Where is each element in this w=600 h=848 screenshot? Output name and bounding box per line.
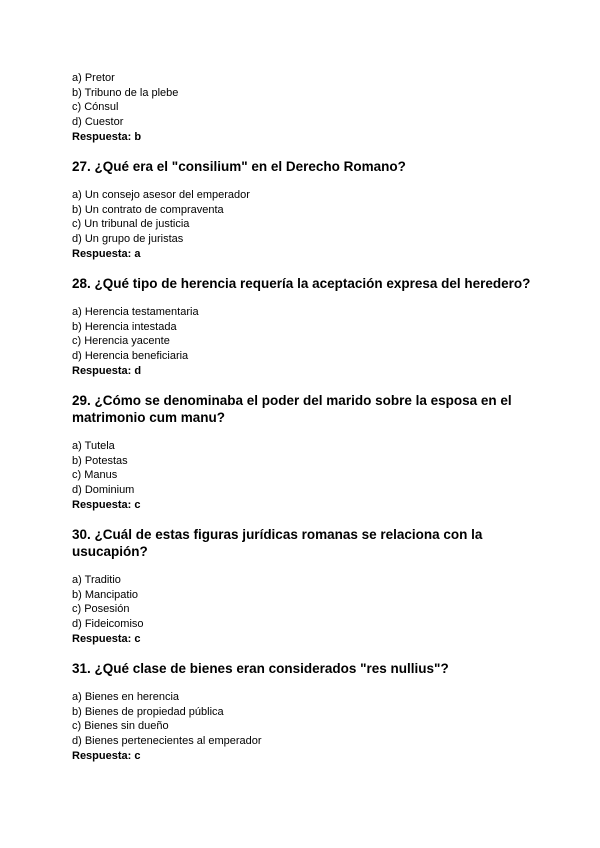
option-b: b) Potestas [72, 455, 128, 467]
answer-line: Respuesta: a [72, 248, 141, 260]
question-29-title-line1: 29. ¿Cómo se denominaba el poder del marido sobre la esposa en el [72, 393, 512, 408]
question-29-title-line2: matrimonio cum manu? [72, 410, 226, 425]
option-d: d) Herencia beneficiaria [72, 350, 189, 362]
option-a: a) Pretor [72, 72, 115, 84]
option-d: d) Fideicomiso [72, 618, 144, 630]
answer-line: Respuesta: b [72, 131, 142, 143]
answer-line: Respuesta: c [72, 633, 141, 645]
answer-line: Respuesta: d [72, 365, 142, 377]
option-d: d) Cuestor [72, 116, 124, 128]
option-a: a) Tutela [72, 440, 115, 452]
option-d: d) Bienes pertenecientes al emperador [72, 735, 262, 747]
option-b: b) Herencia intestada [72, 321, 177, 333]
option-b: b) Un contrato de compraventa [72, 204, 224, 216]
question-30-title-line2: usucapión? [72, 544, 148, 559]
option-b: b) Mancipatio [72, 589, 139, 601]
option-d: d) Dominium [72, 484, 135, 496]
option-d: d) Un grupo de juristas [72, 233, 184, 245]
option-b: b) Bienes de propiedad pública [72, 706, 224, 718]
option-c: c) Manus [72, 469, 118, 481]
question-27-title: 27. ¿Qué era el "consilium" en el Derecho Romano? [72, 159, 406, 174]
answer-line: Respuesta: c [72, 750, 141, 762]
option-c: c) Herencia yacente [72, 335, 170, 347]
option-c: c) Cónsul [72, 101, 119, 113]
question-31-title: 31. ¿Qué clase de bienes eran considerados "res nullius"? [72, 661, 449, 676]
option-a: a) Bienes en herencia [72, 691, 180, 703]
question-28-title: 28. ¿Qué tipo de herencia requería la aceptación expresa del heredero? [72, 276, 531, 291]
option-c: c) Un tribunal de justicia [72, 218, 190, 230]
option-c: c) Bienes sin dueño [72, 720, 169, 732]
question-30-title-line1: 30. ¿Cuál de estas figuras jurídicas romanas se relaciona con la [72, 527, 483, 542]
option-a: a) Un consejo asesor del emperador [72, 189, 250, 201]
option-a: a) Traditio [72, 574, 121, 586]
option-c: c) Posesión [72, 603, 130, 615]
option-a: a) Herencia testamentaria [72, 306, 199, 318]
answer-line: Respuesta: c [72, 499, 141, 511]
option-b: b) Tribuno de la plebe [72, 87, 179, 99]
